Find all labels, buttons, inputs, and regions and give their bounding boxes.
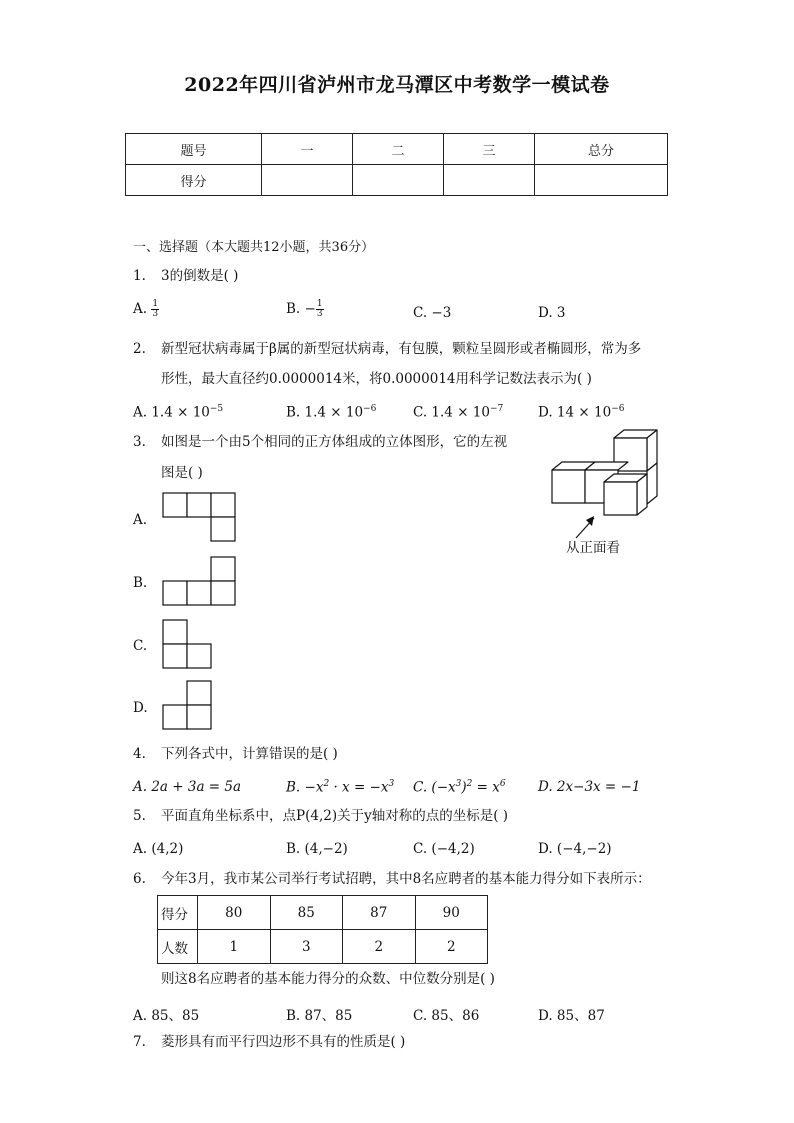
exponent: 3	[455, 779, 462, 789]
question-text-line2: 图是( )	[161, 465, 203, 481]
table-cell: 85	[270, 896, 343, 930]
expr-part: B. −x	[286, 779, 324, 796]
option-a	[133, 404, 223, 421]
option-label: B.	[286, 301, 301, 317]
numerator: 1	[316, 299, 323, 309]
option-b	[286, 404, 376, 421]
option-exponent: −6	[363, 404, 377, 414]
question-subtext: 则这8名应聘者的基本能力得分的众数、中位数分别是( )	[161, 971, 495, 987]
exponent: 6	[499, 779, 506, 789]
numerator: 1	[152, 299, 159, 309]
table-row	[126, 165, 668, 196]
option-base: B. 1.4 × 10	[286, 404, 364, 421]
option-a: A.	[133, 512, 148, 528]
option-base: C. 1.4 × 10	[413, 404, 490, 421]
score-table	[125, 133, 668, 196]
option-b	[286, 779, 394, 796]
option-exponent: −6	[611, 404, 625, 414]
expr-part: · x = −x	[329, 779, 389, 796]
expr-part: = x	[472, 779, 500, 796]
section-heading: 一、选择题（本大题共12小题，共36分）	[133, 240, 375, 255]
exponent: 2	[466, 779, 473, 789]
table-cell: 题号	[126, 134, 262, 165]
table-cell: 80	[198, 896, 271, 930]
question-number: 7.	[133, 1034, 146, 1050]
option-d-figure	[162, 680, 214, 732]
option-d: D.	[133, 700, 148, 716]
option-d: D. 3	[538, 305, 566, 321]
score-input-cell	[353, 165, 444, 196]
table-row	[126, 134, 668, 165]
question-number: 5.	[133, 808, 146, 824]
option-a-figure	[162, 492, 237, 544]
question-text: 新型冠状病毒属于β属的新型冠状病毒，有包膜，颗粒呈圆形或者椭圆形，常为多	[161, 341, 642, 357]
question-number: 3.	[133, 434, 146, 450]
figure-caption: 从正面看	[566, 540, 620, 556]
option-d	[538, 404, 624, 421]
option-c: C. 85、86	[413, 1008, 480, 1024]
table-cell: 得分	[126, 165, 262, 196]
option-b: B. 87、85	[286, 1008, 353, 1024]
exponent: 3	[388, 779, 395, 789]
option-a: A. (4,2)	[133, 841, 184, 857]
minus-sign: −	[304, 301, 316, 317]
table-cell: 三	[444, 134, 535, 165]
option-d: D. 85、87	[538, 1008, 605, 1024]
question-number: 6.	[133, 871, 146, 887]
fraction	[316, 300, 324, 319]
table-cell: 人数	[158, 930, 198, 964]
score-input-cell	[262, 165, 353, 196]
question-text: 今年3月，我市某公司举行考试招聘，其中8名应聘者的基本能力得分如下表所示：	[161, 871, 651, 887]
option-b-figure	[162, 556, 237, 608]
option-label: A.	[133, 301, 148, 317]
table-cell: 一	[262, 134, 353, 165]
table-cell: 总分	[535, 134, 668, 165]
option-c: C. (−4,2)	[413, 841, 475, 857]
option-exponent: −7	[489, 404, 504, 414]
table-cell: 得分	[158, 896, 198, 930]
option-c: C. −3	[413, 305, 452, 321]
cube-face	[637, 474, 647, 515]
table-cell: 2	[415, 930, 488, 964]
fraction	[151, 300, 159, 319]
option-c	[413, 779, 506, 796]
option-base: D. 14 × 10	[538, 404, 612, 421]
table-cell: 90	[415, 896, 488, 930]
option-c: C.	[133, 638, 148, 654]
option-c	[413, 404, 503, 421]
table-row	[158, 930, 488, 964]
question-text-line2: 形性，最大直径约0.0000014米，将0.0000014用科学记数法表示为( )	[161, 371, 592, 387]
option-a: A. 85、85	[133, 1008, 200, 1024]
cube-face	[604, 482, 637, 515]
table-cell: 3	[270, 930, 343, 964]
table-cell: 87	[343, 896, 416, 930]
table-cell: 1	[198, 930, 271, 964]
question-number: 1.	[133, 268, 146, 284]
option-a	[133, 300, 159, 319]
cube-face	[647, 463, 657, 504]
page-title: 2022年四川省泸州市龙马潭区中考数学一模试卷	[184, 74, 610, 96]
question-number: 4.	[133, 746, 146, 762]
denominator: 3	[152, 309, 159, 319]
option-b: B.	[133, 575, 148, 591]
cube-face	[552, 470, 585, 503]
option-b: B. (4,−2)	[286, 841, 348, 857]
question-text: 3的倒数是( )	[161, 268, 239, 284]
option-exponent: −5	[209, 404, 224, 414]
option-c-figure	[162, 619, 214, 671]
option-d: D. (−4,−2)	[538, 841, 612, 857]
table-row	[158, 896, 488, 930]
question-text: 平面直角坐标系中，点P(4,2)关于y轴对称的点的坐标是( )	[161, 808, 509, 824]
score-input-cell	[444, 165, 535, 196]
question-text: 如图是一个由5个相同的正方体组成的立体图形，它的左视	[161, 434, 508, 450]
expr-part: C. (−x	[413, 779, 456, 796]
option-b	[286, 300, 324, 319]
arrow-head	[586, 516, 594, 526]
option-d: D. 2x−3x = −1	[538, 779, 641, 795]
score-distribution-table	[157, 895, 488, 964]
denominator: 3	[316, 309, 323, 319]
expr-part: )	[461, 779, 467, 796]
table-cell: 二	[353, 134, 444, 165]
question-number: 2.	[133, 341, 146, 357]
question-text: 菱形具有而平行四边形不具有的性质是( )	[161, 1034, 406, 1050]
option-a: A. 2a + 3a = 5a	[133, 779, 242, 795]
table-cell: 2	[343, 930, 416, 964]
exponent: 2	[323, 779, 330, 789]
score-input-cell	[535, 165, 668, 196]
question-text: 下列各式中，计算错误的是( )	[161, 746, 338, 762]
option-base: A. 1.4 × 10	[133, 404, 210, 421]
